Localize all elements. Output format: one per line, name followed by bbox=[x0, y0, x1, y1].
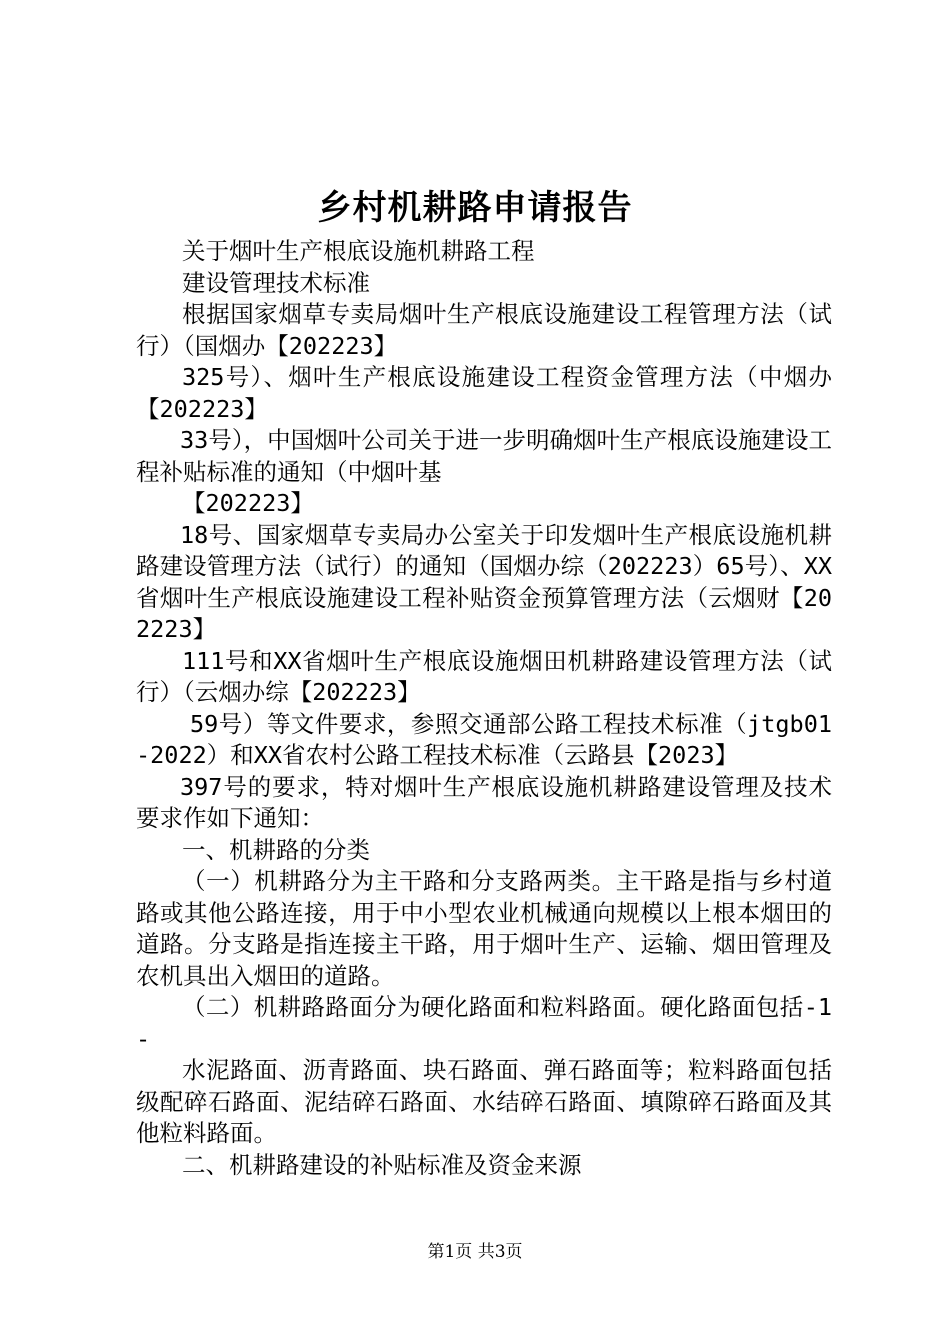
page-footer: 第1页 共3页 bbox=[427, 1242, 523, 1262]
section-heading-2: 二、机耕路建设的补贴标准及资金来源 bbox=[182, 1150, 582, 1179]
paragraph-basis-5: 18号、国家烟草专卖局办公室关于印发烟叶生产根底设施机耕路建设管理方法（试行）的通知（国烟办综（202223）65号）、XX省烟叶生产根底设施建设工程补贴资金预算管理方法（云烟财【202223】 bbox=[136, 520, 832, 643]
paragraph-subtitle-line-2: 建设管理技术标准 bbox=[182, 268, 370, 297]
document-title: 乡村机耕路申请报告 bbox=[317, 188, 633, 228]
paragraph-basis-1: 根据国家烟草专卖局烟叶生产根底设施建设工程管理方法（试行）（国烟办【202223】 bbox=[136, 300, 832, 360]
document-body bbox=[136, 236, 832, 1181]
paragraph-basis-6: 111号和XX省烟叶生产根底设施烟田机耕路建设管理方法（试行）（云烟办综【202223】 bbox=[136, 646, 832, 706]
paragraph-basis-2: 325号）、烟叶生产根底设施建设工程资金管理方法（中烟办【202223】 bbox=[136, 363, 832, 423]
paragraph-classification-2: （二）机耕路路面分为硬化路面和粒料路面。硬化路面包括-1- bbox=[136, 993, 832, 1053]
paragraph-basis-4: 【202223】 bbox=[182, 489, 314, 517]
paragraph-classification-1: （一）机耕路分为主干路和分支路两类。主干路是指与乡村道路或其他公路连接，用于中小型农业机械通向规模以上根本烟田的道路。分支路是指连接主干路，用于烟叶生产、运输、烟田管理及农机具出入烟田的道路。 bbox=[136, 867, 832, 990]
paragraph-basis-8: 397号的要求，特对烟叶生产根底设施机耕路建设管理及技术要求作如下通知： bbox=[136, 772, 832, 832]
paragraph-subtitle-line-1: 关于烟叶生产根底设施机耕路工程 bbox=[182, 237, 535, 265]
section-heading-1: 一、机耕路的分类 bbox=[182, 835, 370, 864]
paragraph-basis-7: 59号）等文件要求，参照交通部公路工程技术标准（jtgb01-2022）和XX省农村公路工程技术标准（云路县【2023】 bbox=[136, 709, 832, 769]
paragraph-classification-3: 水泥路面、沥青路面、块石路面、弹石路面等；粒料路面包括级配碎石路面、泥结碎石路面、水结碎石路面、填隙碎石路面及其他粒料路面。 bbox=[136, 1056, 832, 1147]
paragraph-basis-3: 33号），中国烟叶公司关于进一步明确烟叶生产根底设施建设工程补贴标准的通知（中烟叶基 bbox=[136, 426, 832, 486]
